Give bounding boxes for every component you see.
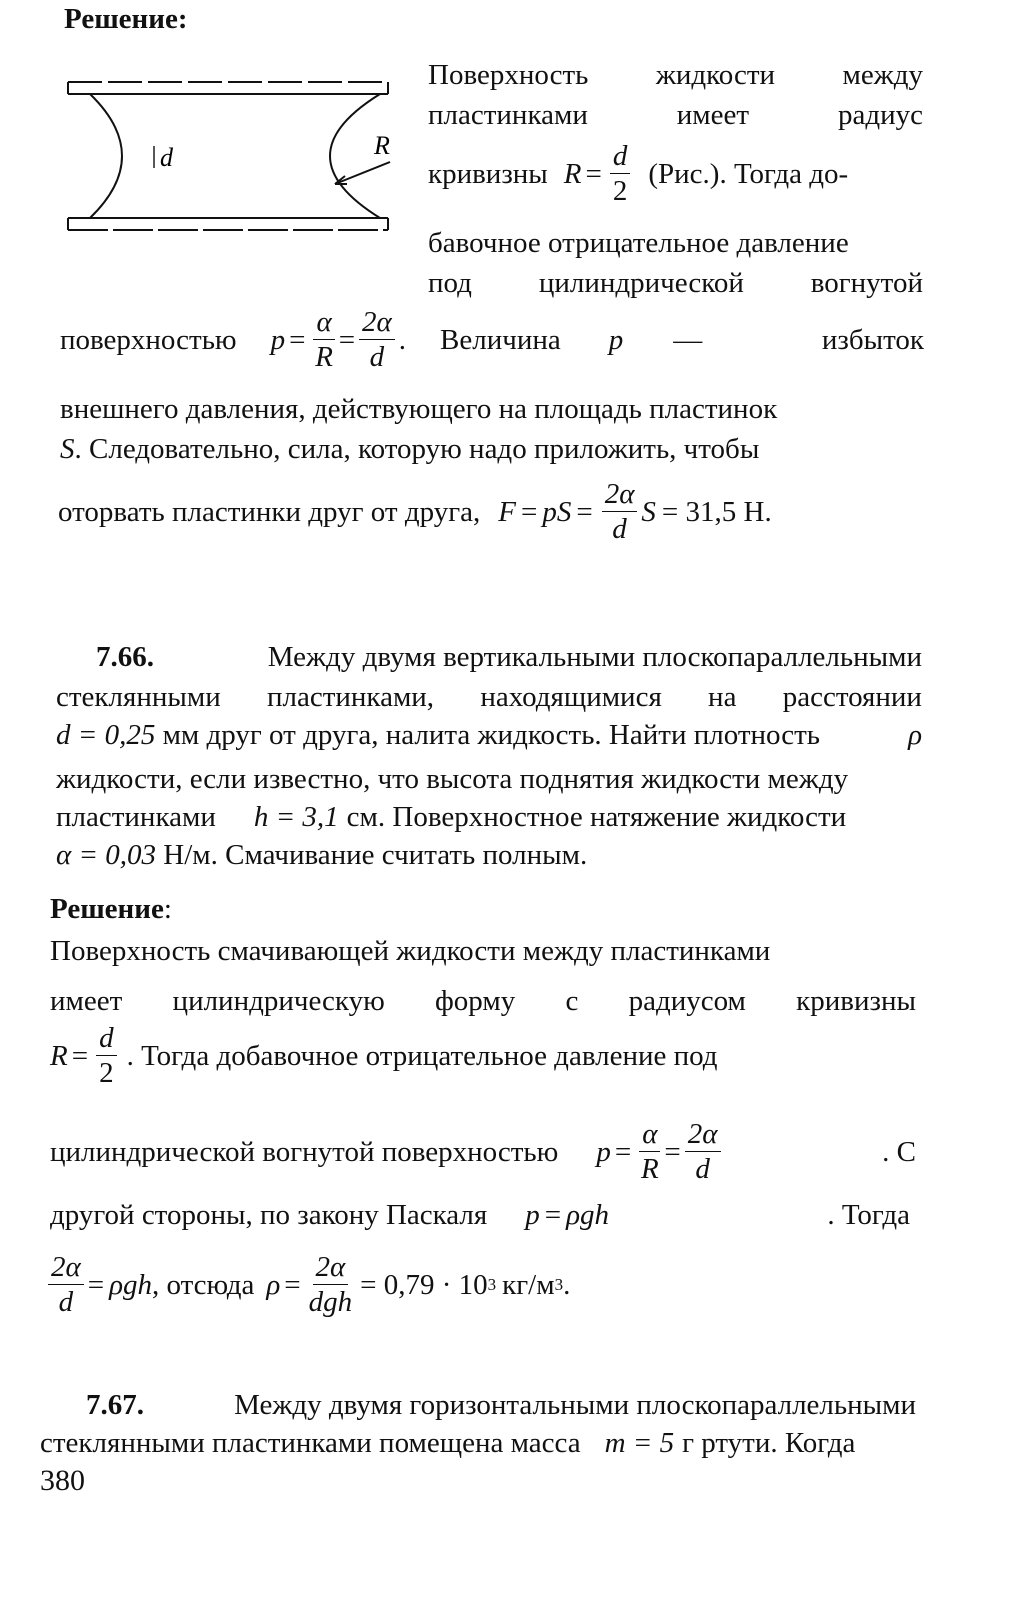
sol1-line-1: Поверхность жидкости между bbox=[428, 59, 923, 91]
sol1-line-6: поверхностью p = $\frac{\alpha}{R}$ = $\frac{2\alpha}{d}$ . Величина p — избыток bbox=[60, 306, 924, 373]
fraction-alpha-over-R-b: $\frac{\alpha}{R}$ bbox=[640, 1118, 659, 1185]
problem-767-line-1: 7.67. Между двумя горизонтальными плоскопараллельными bbox=[86, 1389, 916, 1421]
problem-766-line-5: пластинками h = 3,1 см. Поверхностное натяжение жидкости bbox=[56, 801, 847, 833]
figure-label-d: d bbox=[160, 143, 173, 172]
sol2-line-2: имеет цилиндрическую форму с радиусом кривизны bbox=[50, 985, 916, 1017]
sol2-line-3: R = $\frac{d}{2}$ . Тогда добавочное отрицательное давление под bbox=[50, 1022, 718, 1089]
problem-766-line-1: 7.66. Между двумя вертикальными плоскопараллельными bbox=[96, 641, 922, 673]
fraction-2alpha-over-d-result: $\frac{2\alpha}{d}$ bbox=[602, 480, 638, 544]
right-meniscus bbox=[330, 94, 380, 218]
problem-766-number: 7.66. bbox=[96, 641, 154, 673]
sol1-line-8: S. Следовательно, сила, которую надо приложить, чтобы bbox=[60, 433, 760, 465]
fraction-2alpha-over-d-c: $\frac{2\alpha}{d}$ bbox=[48, 1253, 84, 1317]
page-number: 380 bbox=[40, 1464, 85, 1497]
problem-766-line-3: d = 0,25 мм друг от друга, налита жидкость. Найти плотность ρ bbox=[56, 719, 922, 751]
figure-label-R: R bbox=[374, 131, 390, 160]
fraction-d-over-2: $\frac{d}{2}$ bbox=[610, 142, 631, 206]
left-meniscus bbox=[90, 94, 122, 218]
problem-766-line-4: жидкости, если известно, что высота поднятия жидкости между bbox=[56, 763, 849, 795]
sol2-line-4: цилиндрической вогнутой поверхностью p = $\frac{\alpha}{R}$ = $\frac{2\alpha}{d}$ . С bbox=[50, 1118, 916, 1185]
sol2-line-1: Поверхность смачивающей жидкости между пластинками bbox=[50, 935, 771, 967]
sol1-line-5: под цилиндрической вогнутой bbox=[428, 267, 923, 299]
fraction-2alpha-over-dgh: $\frac{2\alpha}{\text{dgh}}$ bbox=[308, 1251, 353, 1318]
problem-767-number: 7.67. bbox=[86, 1389, 144, 1421]
problem-766-line-2: стеклянными пластинками, находящимися на расстоянии bbox=[56, 681, 922, 713]
problem-767-line-2: стеклянными пластинками помещена масса m = 5 г ртути. Когда bbox=[40, 1427, 856, 1459]
fraction-2alpha-over-d-b: $\frac{2\alpha}{d}$ bbox=[685, 1120, 721, 1184]
radius-arrow bbox=[335, 162, 390, 184]
sol2-line-5: другой стороны, по закону Паскаля p = ρgh . Тогда bbox=[50, 1199, 910, 1231]
problem-766-line-6: α = 0,03 Н/м. Смачивание считать полным. bbox=[56, 839, 588, 871]
sol2-line-6: $\frac{2\alpha}{d}$ = ρgh , отсюда ρ = $\frac{2\alpha}{\text{dgh}}$ = 0,79 · 10 3 кг/м 3 . bbox=[48, 1240, 570, 1330]
fraction-2alpha-over-d: $\frac{2\alpha}{d}$ bbox=[359, 308, 395, 372]
sol1-line-7: внешнего давления, действующего на площадь пластинок bbox=[60, 393, 778, 425]
solution-heading: Решение: bbox=[64, 3, 188, 35]
sol1-line-9: оторвать пластинки друг от друга, F = pS = $\frac{2\alpha}{d}$ S = 31,5 Н. bbox=[58, 478, 772, 545]
capillary-figure bbox=[62, 68, 402, 248]
fraction-d-over-2-b: $\frac{d}{2}$ bbox=[96, 1024, 117, 1088]
sol1-line-3: кривизны R = $\frac{d}{2}$ (Рис.). Тогда до- bbox=[428, 140, 849, 207]
solution-2-heading: Решение: bbox=[50, 893, 172, 925]
fraction-alpha-over-R: $\frac{\alpha}{R}$ bbox=[315, 306, 333, 373]
sol1-line-4: бавочное отрицательное давление bbox=[428, 227, 849, 259]
sol1-line-2: пластинками имеет радиус bbox=[428, 99, 923, 131]
